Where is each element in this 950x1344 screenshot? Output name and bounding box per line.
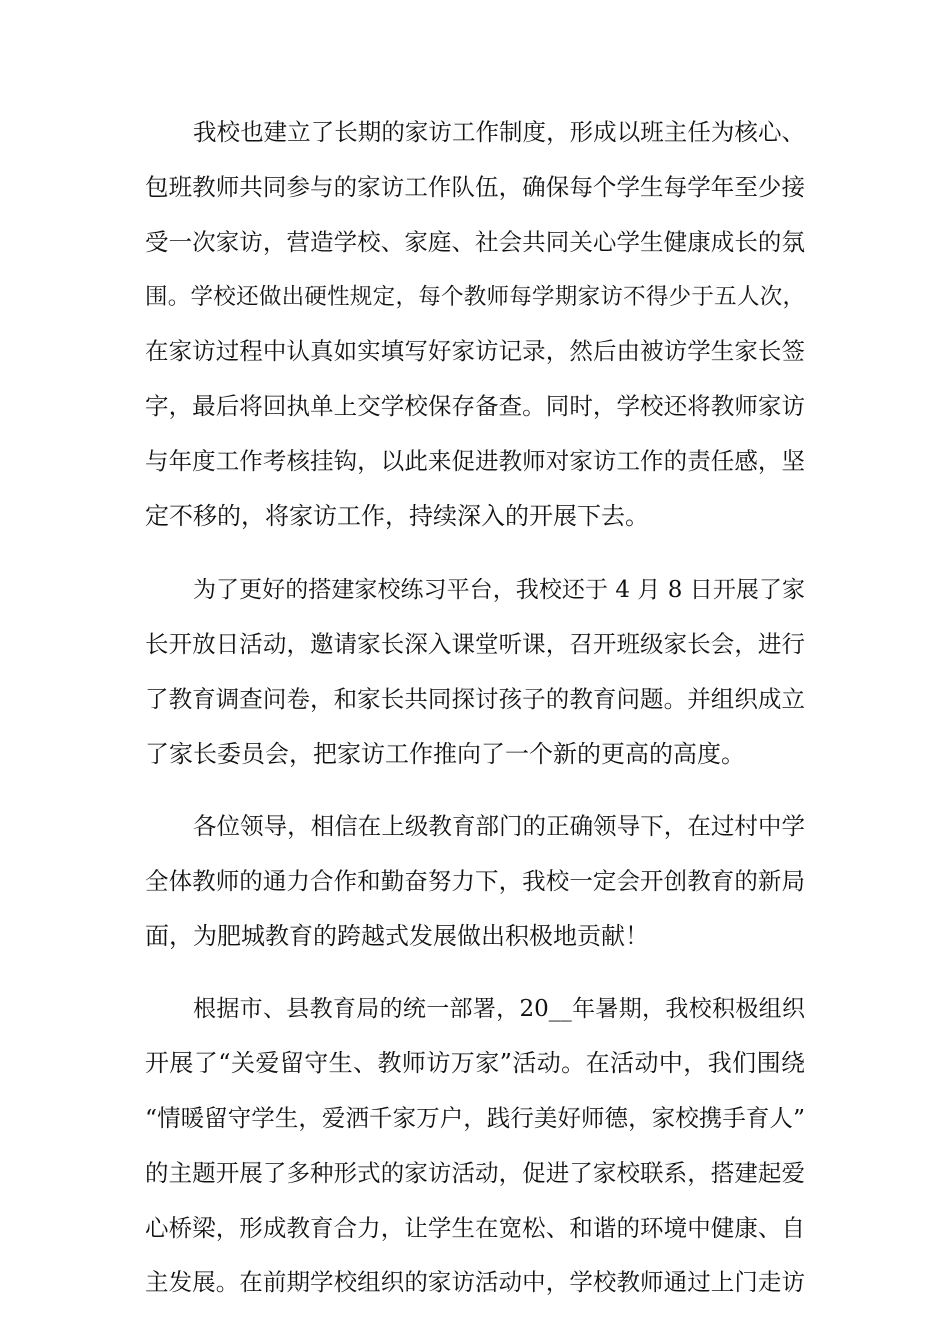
paragraph-2-line-1: 为了更好的搭建家校练习平台，我校还于 4 月 8 日开展了家 — [193, 577, 805, 603]
paragraph-1-line-4: 围。学校还做出硬性规定，每个教师每学期家访不得少于五人次， — [145, 284, 805, 310]
paragraph-2-line-2: 长开放日活动，邀请家长深入课堂听课，召开班级家长会，进行 — [145, 630, 805, 658]
paragraph-2-line-3: 了教育调查问卷，和家长共同探讨孩子的教育问题。并组织成立 — [145, 685, 805, 713]
paragraph-1-line-6: 字，最后将回执单上交学校保存备查。同时，学校还将教师家访 — [145, 392, 805, 420]
paragraph-4-line-4: 的主题开展了多种形式的家访活动，促进了家校联系，搭建起爱 — [145, 1159, 805, 1187]
paragraph-3-line-2: 全体教师的通力合作和勤奋努力下，我校一定会开创教育的新局 — [145, 867, 805, 895]
paragraph-1-line-5: 在家访过程中认真如实填写好家访记录，然后由被访学生家长签 — [145, 337, 805, 365]
paragraph-3-line-3: 面，为肥城教育的跨越式发展做出积极地贡献！ — [145, 922, 649, 950]
paragraph-4-line-2: 开展了“关爱留守生、教师访万家”活动。在活动中，我们围绕 — [145, 1049, 805, 1077]
paragraph-1-line-8: 定不移的，将家访工作，持续深入的开展下去。 — [145, 502, 649, 530]
paragraph-2-line-4: 了家长委员会，把家访工作推向了一个新的更高的高度。 — [145, 740, 745, 768]
paragraph-1-line-2: 包班教师共同参与的家访工作队伍，确保每个学生每学年至少接 — [145, 173, 805, 201]
paragraph-4-line-3: “情暖留守学生，爱洒千家万户，践行美好师德，家校携手育人” — [145, 1104, 805, 1132]
paragraph-1-line-3: 受一次家访，营造学校、家庭、社会共同关心学生健康成长的氛 — [145, 228, 805, 256]
paragraph-4-line-6: 主发展。在前期学校组织的家访活动中，学校教师通过上门走访 — [145, 1268, 805, 1296]
paragraph-1-line-7: 与年度工作考核挂钩，以此来促进教师对家访工作的责任感，坚 — [145, 447, 805, 475]
paragraph-4-line-1: 根据市、县教育局的统一部署，20__年暑期，我校积极组织 — [193, 996, 805, 1022]
paragraph-1-line-1: 我校也建立了长期的家访工作制度，形成以班主任为核心、 — [193, 118, 805, 146]
paragraph-4-line-5: 心桥梁，形成教育合力，让学生在宽松、和谐的环境中健康、自 — [145, 1214, 805, 1242]
paragraph-3-line-1: 各位领导，相信在上级教育部门的正确领导下，在过村中学 — [193, 812, 805, 840]
